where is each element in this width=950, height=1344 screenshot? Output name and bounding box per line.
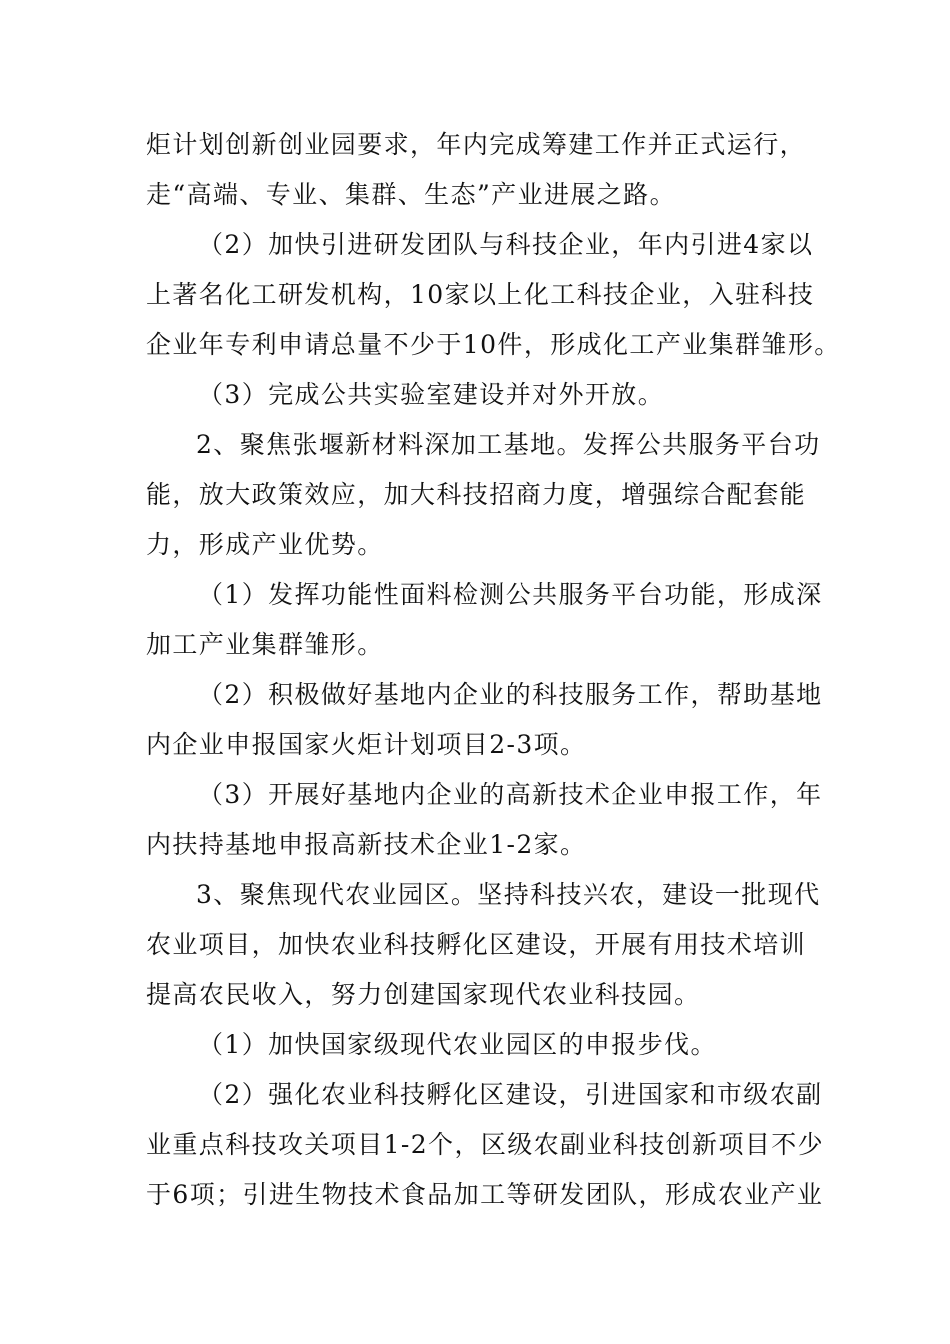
text-line: 3、聚焦现代农业园区。坚持科技兴农，建设一批现代 — [196, 880, 821, 909]
text-line: 能，放大政策效应，加大科技招商力度，增强综合配套能 — [146, 480, 807, 509]
text-line: 业重点科技攻关项目1-2个，区级农副业科技创新项目不少 — [146, 1130, 825, 1159]
text-line: （1）发挥功能性面料检测公共服务平台功能，形成深 — [198, 580, 823, 609]
text-line: 加工产业集群雏形。 — [146, 630, 384, 659]
text-line: 企业年专利申请总量不少于10件，形成化工产业集群雏形。 — [146, 330, 841, 359]
text-line: （2）积极做好基地内企业的科技服务工作，帮助基地 — [198, 680, 823, 709]
text-line: 力，形成产业优势。 — [146, 530, 384, 559]
text-line: 上著名化工研发机构，10家以上化工科技企业，入驻科技 — [146, 280, 815, 309]
text-line: 内企业申报国家火炬计划项目2-3项。 — [146, 730, 587, 759]
text-line: 于6项；引进生物技术食品加工等研发团队，形成农业产业 — [146, 1180, 824, 1209]
text-line: 内扶持基地申报高新技术企业1-2家。 — [146, 830, 587, 859]
document-body — [146, 120, 841, 1220]
text-line: （3）完成公共实验室建设并对外开放。 — [198, 380, 665, 409]
text-line: （2）加快引进研发团队与科技企业，年内引进4家以 — [198, 230, 814, 259]
text-line: （3）开展好基地内企业的高新技术企业申报工作，年 — [198, 780, 823, 809]
text-line: 农业项目，加快农业科技孵化区建设，开展有用技术培训 — [146, 930, 807, 959]
text-line: （1）加快国家级现代农业园区的申报步伐。 — [198, 1030, 717, 1059]
text-line: 走“高端、专业、集群、生态”产业进展之路。 — [146, 180, 676, 209]
text-line: 炬计划创新创业园要求，年内完成筹建工作并正式运行， — [146, 130, 807, 159]
text-line: 2、聚焦张堰新材料深加工基地。发挥公共服务平台功 — [196, 430, 821, 459]
text-line: （2）强化农业科技孵化区建设，引进国家和市级农副 — [198, 1080, 823, 1109]
text-line: 提高农民收入，努力创建国家现代农业科技园。 — [146, 980, 701, 1009]
